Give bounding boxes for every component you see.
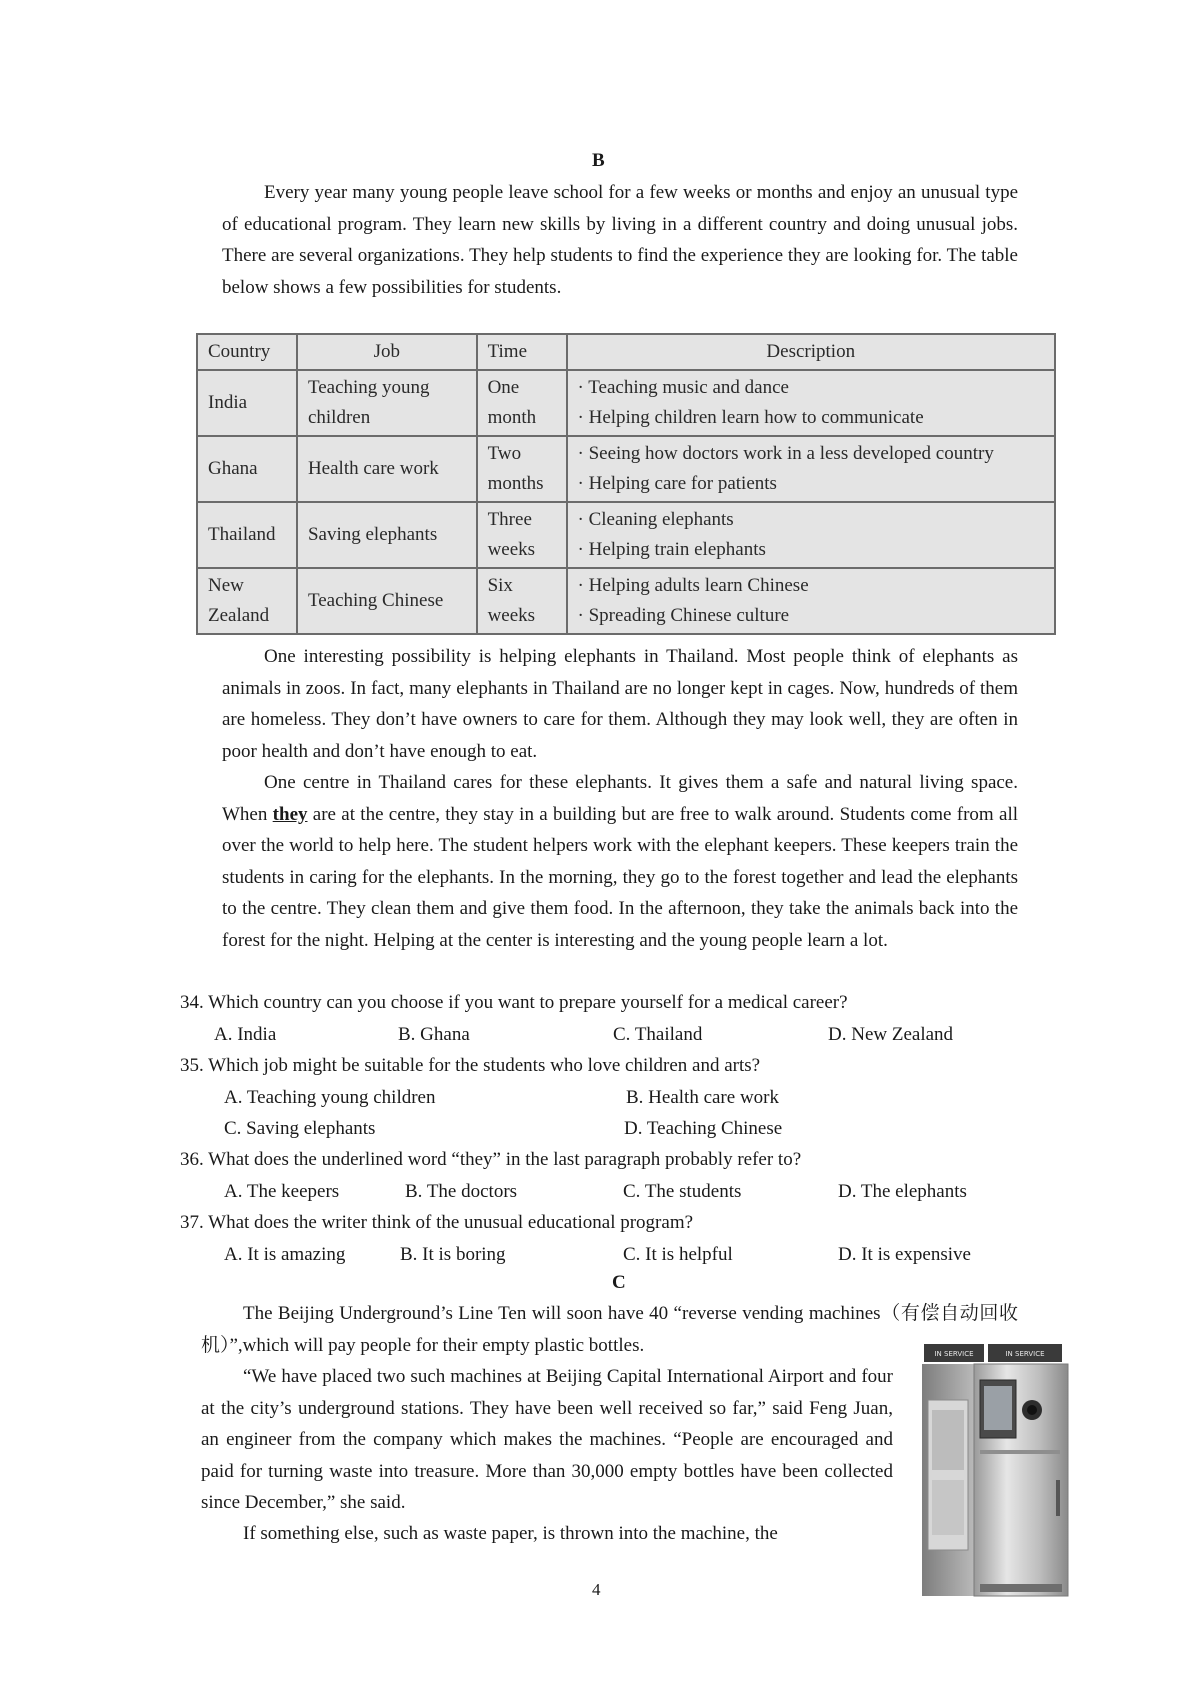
table-row bbox=[197, 502, 1055, 568]
option-37d[interactable]: D. It is expensive bbox=[838, 1244, 971, 1265]
intro-text: Every year many young people leave school for a few weeks or months and enjoy an unusual type of educational program. They learn new skills by living in a different country and doing unusual jobs. There are several organizations. They help students to find the experience they are looking for. The table below shows a few possibilities for students. bbox=[222, 182, 1018, 298]
table-row bbox=[197, 436, 1055, 502]
c-para1-text: The Beijing Underground’s Line Ten will soon have 40 “reverse vending machines（有偿自动回收机）”,which will pay people for their empty plastic bottles. bbox=[201, 1303, 1018, 1356]
section-b-intro bbox=[222, 177, 1018, 303]
para2-text: One interesting possibility is helping elephants in Thailand. Most people think of elephants as animals in zoos. In fact, many elephants in Thailand are no longer kept in cages. Now, hundreds of them are homeless. They don’t have owners to care for them. Although they may look well, they are often in poor health and don’t have enough to eat. bbox=[222, 646, 1018, 762]
cell-job: Saving elephants bbox=[297, 502, 477, 568]
para3-text-a: One centre in Thailand cares for these elephants. It gives them a safe and natural living space. When bbox=[222, 772, 1018, 825]
question-35: 35. Which job might be suitable for the students who love children and arts? bbox=[180, 1055, 761, 1076]
cell-description bbox=[567, 436, 1055, 502]
desc-line: · Helping train elephants bbox=[577, 539, 766, 560]
cell-job: Health care work bbox=[297, 436, 477, 502]
option-36c[interactable]: C. The students bbox=[623, 1181, 742, 1202]
reverse-vending-machine-image bbox=[916, 1340, 1074, 1602]
cell-description bbox=[567, 370, 1055, 436]
cell-country: India bbox=[197, 370, 297, 436]
header-description: Description bbox=[567, 334, 1055, 370]
option-35b[interactable]: B. Health care work bbox=[626, 1087, 779, 1108]
opportunities-table bbox=[196, 333, 1056, 635]
c-para2-text: “We have placed two such machines at Beijing Capital International Airport and four at the city’s underground stations. They have been well received so far,” said Feng Juan, an engineer from the company which makes the machines. “People are encouraged and paid for turning waste into treasure. More than 30,000 empty bottles have been collected since December,” she said. bbox=[201, 1366, 893, 1513]
desc-line: · Teaching music and dance bbox=[577, 377, 789, 398]
option-37c[interactable]: C. It is helpful bbox=[623, 1244, 733, 1265]
section-c-para2 bbox=[201, 1361, 893, 1519]
cell-country: New Zealand bbox=[197, 568, 297, 634]
option-34d[interactable]: D. New Zealand bbox=[828, 1024, 954, 1045]
option-35a[interactable]: A. Teaching young children bbox=[224, 1087, 436, 1108]
question-36: 36. What does the underlined word “they” in the last paragraph probably refer to? bbox=[180, 1149, 802, 1170]
desc-line: · Spreading Chinese culture bbox=[577, 605, 790, 626]
desc-line: · Helping care for patients bbox=[577, 473, 777, 494]
header-job: Job bbox=[297, 334, 477, 370]
cell-time: Six weeks bbox=[477, 568, 567, 634]
question-34: 34. Which country can you choose if you want to prepare yourself for a medical career? bbox=[180, 992, 848, 1013]
question-37: 37. What does the writer think of the unusual educational program? bbox=[180, 1212, 694, 1233]
cell-job: Teaching young children bbox=[297, 370, 477, 436]
cell-description bbox=[567, 502, 1055, 568]
page-number: 4 bbox=[592, 1580, 601, 1599]
option-36b[interactable]: B. The doctors bbox=[405, 1181, 518, 1202]
section-b-para3 bbox=[222, 767, 1018, 956]
option-37b[interactable]: B. It is boring bbox=[400, 1244, 506, 1265]
machine-sign-right: IN SERVICE bbox=[1005, 1350, 1045, 1358]
section-c-para1 bbox=[201, 1298, 1018, 1361]
option-36d[interactable]: D. The elephants bbox=[838, 1181, 967, 1202]
option-37a[interactable]: A. It is amazing bbox=[224, 1244, 346, 1265]
desc-line: · Helping children learn how to communicate bbox=[577, 407, 924, 428]
header-country: Country bbox=[197, 334, 297, 370]
cell-time: One month bbox=[477, 370, 567, 436]
option-34b[interactable]: B. Ghana bbox=[398, 1024, 470, 1045]
cell-job: Teaching Chinese bbox=[297, 568, 477, 634]
table-row bbox=[197, 568, 1055, 634]
option-34a[interactable]: A. India bbox=[214, 1024, 277, 1045]
section-b-title: B bbox=[592, 150, 605, 171]
table-row bbox=[197, 370, 1055, 436]
section-b-para2 bbox=[222, 641, 1018, 767]
option-34c[interactable]: C. Thailand bbox=[613, 1024, 703, 1045]
cell-description bbox=[567, 568, 1055, 634]
cell-time: Two months bbox=[477, 436, 567, 502]
table-header-row bbox=[197, 334, 1055, 370]
option-36a[interactable]: A. The keepers bbox=[224, 1181, 340, 1202]
c-para3-text: If something else, such as waste paper, is thrown into the machine, the bbox=[243, 1523, 778, 1544]
desc-line: · Cleaning elephants bbox=[577, 509, 734, 530]
cell-time: Three weeks bbox=[477, 502, 567, 568]
cell-country: Ghana bbox=[197, 436, 297, 502]
cell-country: Thailand bbox=[197, 502, 297, 568]
header-time: Time bbox=[477, 334, 567, 370]
underlined-word: they bbox=[272, 803, 308, 825]
option-35d[interactable]: D. Teaching Chinese bbox=[624, 1118, 783, 1139]
section-c-para3 bbox=[201, 1518, 893, 1550]
section-c-title: C bbox=[612, 1272, 626, 1293]
desc-line: · Seeing how doctors work in a less developed country bbox=[577, 443, 994, 464]
option-35c[interactable]: C. Saving elephants bbox=[224, 1118, 376, 1139]
machine-sign-left: IN SERVICE bbox=[934, 1350, 974, 1358]
desc-line: · Helping adults learn Chinese bbox=[577, 575, 809, 596]
para3-text-b: are at the centre, they stay in a building but are free to walk around. Students come from all over the world to help here. The student helpers work with the elephant keepers. These keepers train the students in caring for the elephants. In the morning, they go to the forest together and lead the elephants to the centre. They clean them and give them food. In the afternoon, they take the animals back into the forest for the night. Helping at the center is interesting and the young people learn a lot. bbox=[222, 803, 1019, 951]
